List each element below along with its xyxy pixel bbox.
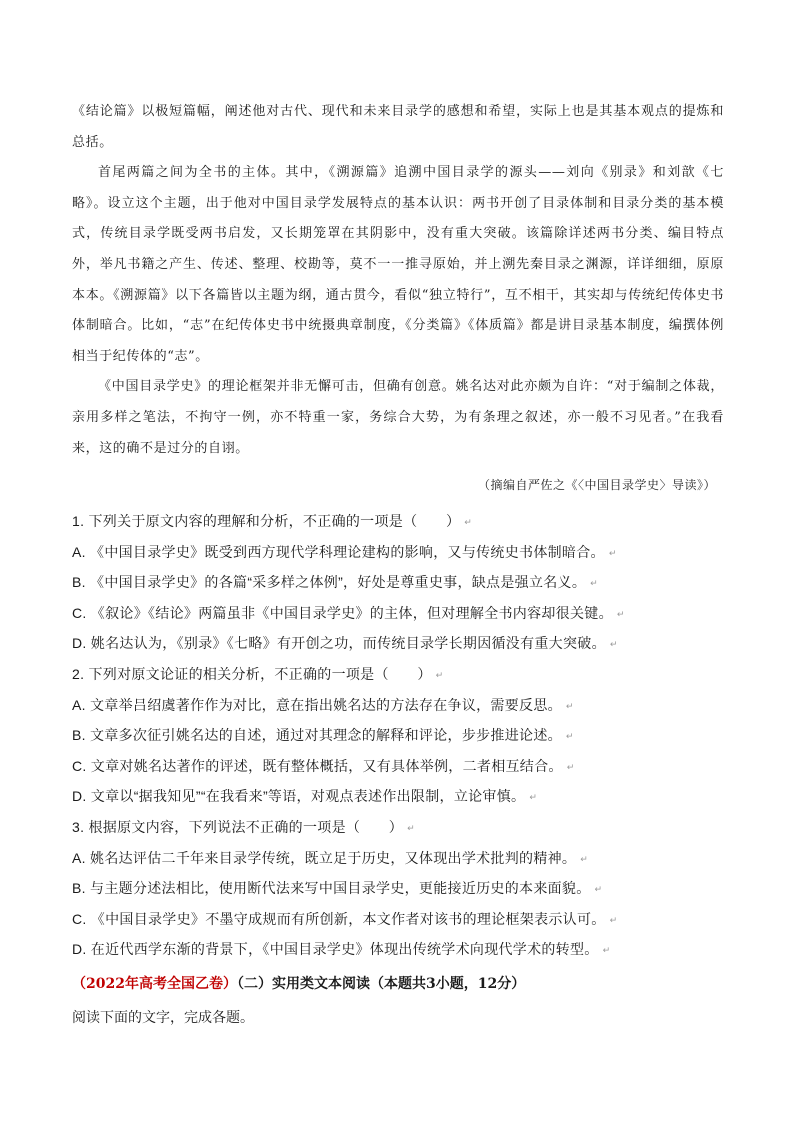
paragraph-mark-icon: ↵ bbox=[609, 914, 618, 925]
passage-paragraph-3: 《中国目录学史》的理论框架并非无懈可击，但确有创意。姚名达对此亦颇为自许：“对于编制之体裁，亲用多样之笔法，不拘守一例，亦不特重一家，务综合大势，为有条理之叙述，亦一般不习见者。”在我看来，这的确不是过分的自诩。 bbox=[72, 379, 724, 456]
reading-instruction: 阅读下面的文字，完成各题。 bbox=[72, 1009, 254, 1025]
paragraph-mark-icon: ↵ bbox=[464, 517, 473, 527]
section-title: （二）实用类文本阅读（本题共3小题，12分） bbox=[236, 976, 526, 992]
question-2-option-c: C. 文章对姚名达著作的评述，既有整体概括，又有具体举例，二者相互结合。 ↵ bbox=[72, 757, 575, 774]
question-1-stem: 1. 下列关于原文内容的理解和分析，不正确的一项是（ ） ↵ bbox=[72, 513, 473, 529]
question-2-stem: 2. 下列对原文论证的相关分析，不正确的一项是（ ） ↵ bbox=[72, 665, 444, 682]
question-list bbox=[72, 506, 732, 965]
question-1-option-d: D. 姚名达认为，《别录》《七略》有开创之功，而传统目录学长期因循没有重大突破。 ↵ bbox=[72, 635, 618, 652]
section-heading bbox=[72, 969, 732, 999]
question-2-option-a: A. 文章举吕绍虞著作作为对比，意在指出姚名达的方法存在争议，需要反思。 ↵ bbox=[72, 696, 574, 713]
question-2-option-d: D. 文章以“据我知见”“在我看来”等语，对观点表述作出限制，立论审慎。 ↵ bbox=[72, 788, 538, 805]
exam-source-tag: （2022年高考全国乙卷） bbox=[72, 976, 237, 992]
passage-paragraph-1: 《结论篇》以极短篇幅，阐述他对古代、现代和未来目录学的感想和希望，实际上也是其基本观点的提炼和总括。 bbox=[72, 104, 724, 150]
paragraph-mark-icon: ↵ bbox=[407, 822, 415, 833]
paragraph-mark-icon: ↵ bbox=[565, 700, 574, 711]
paragraph-mark-icon: ↵ bbox=[602, 945, 611, 956]
question-2-option-b: B. 文章多次征引姚名达的自述，通过对其理念的解释和评论，步步推进论述。 ↵ bbox=[72, 727, 574, 744]
passage-source: （摘编自严佐之《〈中国目录学史〉导读》） bbox=[477, 478, 716, 492]
paragraph-mark-icon: ↵ bbox=[435, 669, 444, 680]
question-1-option-b: B. 《中国目录学史》的各篇“采多样之体例”，好处是尊重史事，缺点是强立名义。 ↵ bbox=[72, 574, 598, 591]
question-3-option-b: B. 与主题分述法相比，使用断代法来写中国目录学史，更能接近历史的本来面貌。 ↵ bbox=[72, 880, 603, 897]
paragraph-mark-icon: ↵ bbox=[590, 578, 598, 589]
question-3-option-d: D. 在近代西学东渐的背景下，《中国目录学史》体现出传统学术向现代学术的转型。 ↵ bbox=[72, 941, 611, 958]
paragraph-mark-icon: ↵ bbox=[529, 792, 538, 803]
paragraph-mark-icon: ↵ bbox=[580, 853, 589, 864]
paragraph-mark-icon: ↵ bbox=[566, 761, 575, 772]
question-3-option-a: A. 姚名达评估二千年来目录学传统，既立足于历史，又体现出学术批判的精神。 ↵ bbox=[72, 849, 589, 866]
paragraph-mark-icon: ↵ bbox=[608, 547, 617, 558]
paragraph-mark-icon: ↵ bbox=[609, 639, 618, 650]
question-3-stem: 3. 根据原文内容，下列说法不正确的一项是（ ） ↵ bbox=[72, 818, 415, 835]
paragraph-mark-icon: ↵ bbox=[616, 608, 625, 619]
question-3-option-c: C. 《中国目录学史》不墨守成规而有所创新，本文作者对该书的理论框架表示认可。 ↵ bbox=[72, 910, 618, 927]
paragraph-mark-icon: ↵ bbox=[565, 731, 574, 742]
paragraph-mark-icon: ↵ bbox=[594, 884, 603, 895]
question-1-option-a: A. 《中国目录学史》既受到西方现代学科理论建构的影响，又与传统史书体制暗合。 ↵ bbox=[72, 543, 617, 560]
reading-passage bbox=[72, 97, 724, 464]
question-1-option-c: C. 《叙论》《结论》两篇虽非《中国目录学史》的主体，但对理解全书内容却很关键。 ↵ bbox=[72, 604, 625, 621]
passage-paragraph-2: 首尾两篇之间为全书的主体。其中，《溯源篇》追溯中国目录学的源头——刘向《别录》和刘歆《七略》。设立这个主题，出于他对中国目录学发展特点的基本认识：两书开创了目录体制和目录分类的基本模式，传统目录学既受两书启发，又长期笼罩在其阴影中，没有重大突破。该篇除详述两书分类、编目特点外，举凡书籍之产生、传述、整理、校勘等，莫不一一推寻原始，并上溯先秦目录之渊源，详详细细，原原本本。《溯源篇》以下各篇皆以主题为纲，通古贯今，看似“独立特行”，互不相干，其实却与传统纪传体史书体制暗合。比如，“志”在纪传体史书中统摄典章制度，《分类篇》《体质篇》都是讲目录基本制度，编撰体例相当于纪传体的“志”。 bbox=[72, 165, 724, 364]
